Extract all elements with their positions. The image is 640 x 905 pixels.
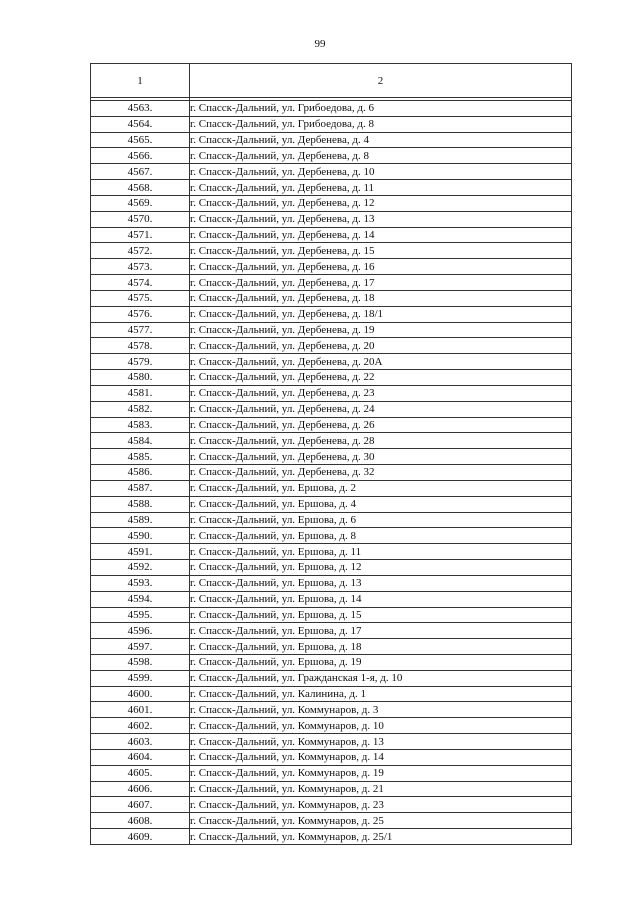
table-row [91, 370, 572, 386]
row-address: г. Спасск-Дальний, ул. Дербенева, д. 11 [190, 180, 572, 196]
table-row [91, 322, 572, 338]
table-row [91, 401, 572, 417]
table-row [91, 496, 572, 512]
row-number: 4578. [91, 338, 190, 354]
row-number: 4595. [91, 607, 190, 623]
row-number: 4568. [91, 180, 190, 196]
row-number: 4598. [91, 654, 190, 670]
table-row [91, 465, 572, 481]
table-row [91, 781, 572, 797]
row-number: 4575. [91, 290, 190, 306]
row-number: 4605. [91, 765, 190, 781]
row-number: 4577. [91, 322, 190, 338]
row-number: 4596. [91, 623, 190, 639]
row-number: 4588. [91, 496, 190, 512]
row-address: г. Спасск-Дальний, ул. Коммунаров, д. 25 [190, 813, 572, 829]
row-address: г. Спасск-Дальний, ул. Ершова, д. 17 [190, 623, 572, 639]
table-row [91, 749, 572, 765]
row-number: 4594. [91, 591, 190, 607]
table-row [91, 654, 572, 670]
table-row [91, 116, 572, 132]
row-address: г. Спасск-Дальний, ул. Дербенева, д. 28 [190, 433, 572, 449]
table-row [91, 275, 572, 291]
row-number: 4603. [91, 734, 190, 750]
row-number: 4582. [91, 401, 190, 417]
row-address: г. Спасск-Дальний, ул. Ершова, д. 2 [190, 480, 572, 496]
row-address: г. Спасск-Дальний, ул. Дербенева, д. 20 [190, 338, 572, 354]
row-address: г. Спасск-Дальний, ул. Дербенева, д. 10 [190, 164, 572, 180]
row-address: г. Спасск-Дальний, ул. Грибоедова, д. 6 [190, 101, 572, 117]
row-address: г. Спасск-Дальний, ул. Дербенева, д. 12 [190, 195, 572, 211]
table-row [91, 385, 572, 401]
table-row [91, 480, 572, 496]
table-row [91, 702, 572, 718]
table-row [91, 338, 572, 354]
row-number: 4576. [91, 306, 190, 322]
table-row [91, 259, 572, 275]
table-row [91, 227, 572, 243]
page-number: 99 [314, 38, 326, 50]
row-address: г. Спасск-Дальний, ул. Ершова, д. 6 [190, 512, 572, 528]
table-row [91, 718, 572, 734]
row-address: г. Спасск-Дальний, ул. Коммунаров, д. 10 [190, 718, 572, 734]
row-number: 4567. [91, 164, 190, 180]
table-row [91, 211, 572, 227]
table-row [91, 433, 572, 449]
row-number: 4604. [91, 749, 190, 765]
row-number: 4580. [91, 370, 190, 386]
row-number: 4606. [91, 781, 190, 797]
row-address: г. Спасск-Дальний, ул. Гражданская 1-я, д. 10 [190, 670, 572, 686]
row-address: г. Спасск-Дальний, ул. Коммунаров, д. 14 [190, 749, 572, 765]
row-number: 4597. [91, 639, 190, 655]
row-number: 4602. [91, 718, 190, 734]
row-address: г. Спасск-Дальний, ул. Дербенева, д. 16 [190, 259, 572, 275]
table-row [91, 765, 572, 781]
table-row [91, 670, 572, 686]
row-number: 4583. [91, 417, 190, 433]
column-header-address: 2 [190, 64, 572, 98]
table-row [91, 148, 572, 164]
row-number: 4571. [91, 227, 190, 243]
table-row [91, 829, 572, 845]
table-row [91, 417, 572, 433]
row-address: г. Спасск-Дальний, ул. Дербенева, д. 22 [190, 370, 572, 386]
row-number: 4573. [91, 259, 190, 275]
row-number: 4589. [91, 512, 190, 528]
table-row [91, 544, 572, 560]
table-row [91, 290, 572, 306]
row-address: г. Спасск-Дальний, ул. Ершова, д. 18 [190, 639, 572, 655]
row-number: 4565. [91, 132, 190, 148]
row-address: г. Спасск-Дальний, ул. Дербенева, д. 20А [190, 354, 572, 370]
table-row [91, 354, 572, 370]
table-row [91, 243, 572, 259]
row-number: 4581. [91, 385, 190, 401]
table-row [91, 686, 572, 702]
row-address: г. Спасск-Дальний, ул. Коммунаров, д. 19 [190, 765, 572, 781]
table-row [91, 591, 572, 607]
row-number: 4579. [91, 354, 190, 370]
row-number: 4563. [91, 101, 190, 117]
row-number: 4587. [91, 480, 190, 496]
row-address: г. Спасск-Дальний, ул. Ершова, д. 11 [190, 544, 572, 560]
row-address: г. Спасск-Дальний, ул. Дербенева, д. 19 [190, 322, 572, 338]
table-body [91, 98, 572, 845]
row-address: г. Спасск-Дальний, ул. Дербенева, д. 32 [190, 465, 572, 481]
address-table [90, 63, 572, 845]
table-row [91, 639, 572, 655]
row-number: 4566. [91, 148, 190, 164]
table-row [91, 195, 572, 211]
row-address: г. Спасск-Дальний, ул. Ершова, д. 19 [190, 654, 572, 670]
row-address: г. Спасск-Дальний, ул. Ершова, д. 4 [190, 496, 572, 512]
row-number: 4600. [91, 686, 190, 702]
row-address: г. Спасск-Дальний, ул. Дербенева, д. 15 [190, 243, 572, 259]
row-address: г. Спасск-Дальний, ул. Ершова, д. 15 [190, 607, 572, 623]
row-address: г. Спасск-Дальний, ул. Дербенева, д. 4 [190, 132, 572, 148]
row-number: 4601. [91, 702, 190, 718]
row-number: 4584. [91, 433, 190, 449]
table-row [91, 180, 572, 196]
row-address: г. Спасск-Дальний, ул. Ершова, д. 14 [190, 591, 572, 607]
row-number: 4585. [91, 449, 190, 465]
row-address: г. Спасск-Дальний, ул. Грибоедова, д. 8 [190, 116, 572, 132]
table-header-row [91, 64, 572, 98]
table-row [91, 813, 572, 829]
row-address: г. Спасск-Дальний, ул. Ершова, д. 8 [190, 528, 572, 544]
table-row [91, 575, 572, 591]
row-address: г. Спасск-Дальний, ул. Калинина, д. 1 [190, 686, 572, 702]
table-row [91, 734, 572, 750]
row-address: г. Спасск-Дальний, ул. Дербенева, д. 26 [190, 417, 572, 433]
row-number: 4590. [91, 528, 190, 544]
table-row [91, 306, 572, 322]
table-row [91, 101, 572, 117]
row-number: 4592. [91, 560, 190, 576]
row-address: г. Спасск-Дальний, ул. Ершова, д. 12 [190, 560, 572, 576]
row-address: г. Спасск-Дальний, ул. Дербенева, д. 23 [190, 385, 572, 401]
table-row [91, 560, 572, 576]
row-number: 4593. [91, 575, 190, 591]
row-address: г. Спасск-Дальний, ул. Коммунаров, д. 3 [190, 702, 572, 718]
table-row [91, 623, 572, 639]
table-row [91, 164, 572, 180]
row-address: г. Спасск-Дальний, ул. Коммунаров, д. 13 [190, 734, 572, 750]
row-address: г. Спасск-Дальний, ул. Дербенева, д. 24 [190, 401, 572, 417]
row-address: г. Спасск-Дальний, ул. Дербенева, д. 17 [190, 275, 572, 291]
table-row [91, 449, 572, 465]
table-row [91, 512, 572, 528]
row-address: г. Спасск-Дальний, ул. Дербенева, д. 30 [190, 449, 572, 465]
row-number: 4608. [91, 813, 190, 829]
row-address: г. Спасск-Дальний, ул. Дербенева, д. 18/1 [190, 306, 572, 322]
row-number: 4591. [91, 544, 190, 560]
row-number: 4609. [91, 829, 190, 845]
row-number: 4564. [91, 116, 190, 132]
table-row [91, 132, 572, 148]
row-number: 4570. [91, 211, 190, 227]
table-row [91, 528, 572, 544]
row-address: г. Спасск-Дальний, ул. Коммунаров, д. 21 [190, 781, 572, 797]
table-row [91, 797, 572, 813]
row-address: г. Спасск-Дальний, ул. Дербенева, д. 13 [190, 211, 572, 227]
row-number: 4569. [91, 195, 190, 211]
row-address: г. Спасск-Дальний, ул. Дербенева, д. 8 [190, 148, 572, 164]
table-row [91, 607, 572, 623]
row-number: 4607. [91, 797, 190, 813]
row-address: г. Спасск-Дальний, ул. Коммунаров, д. 23 [190, 797, 572, 813]
row-number: 4572. [91, 243, 190, 259]
row-number: 4599. [91, 670, 190, 686]
row-number: 4574. [91, 275, 190, 291]
row-address: г. Спасск-Дальний, ул. Дербенева, д. 18 [190, 290, 572, 306]
row-address: г. Спасск-Дальний, ул. Коммунаров, д. 25/1 [190, 829, 572, 845]
row-address: г. Спасск-Дальний, ул. Ершова, д. 13 [190, 575, 572, 591]
row-address: г. Спасск-Дальний, ул. Дербенева, д. 14 [190, 227, 572, 243]
column-header-number: 1 [91, 64, 190, 98]
row-number: 4586. [91, 465, 190, 481]
